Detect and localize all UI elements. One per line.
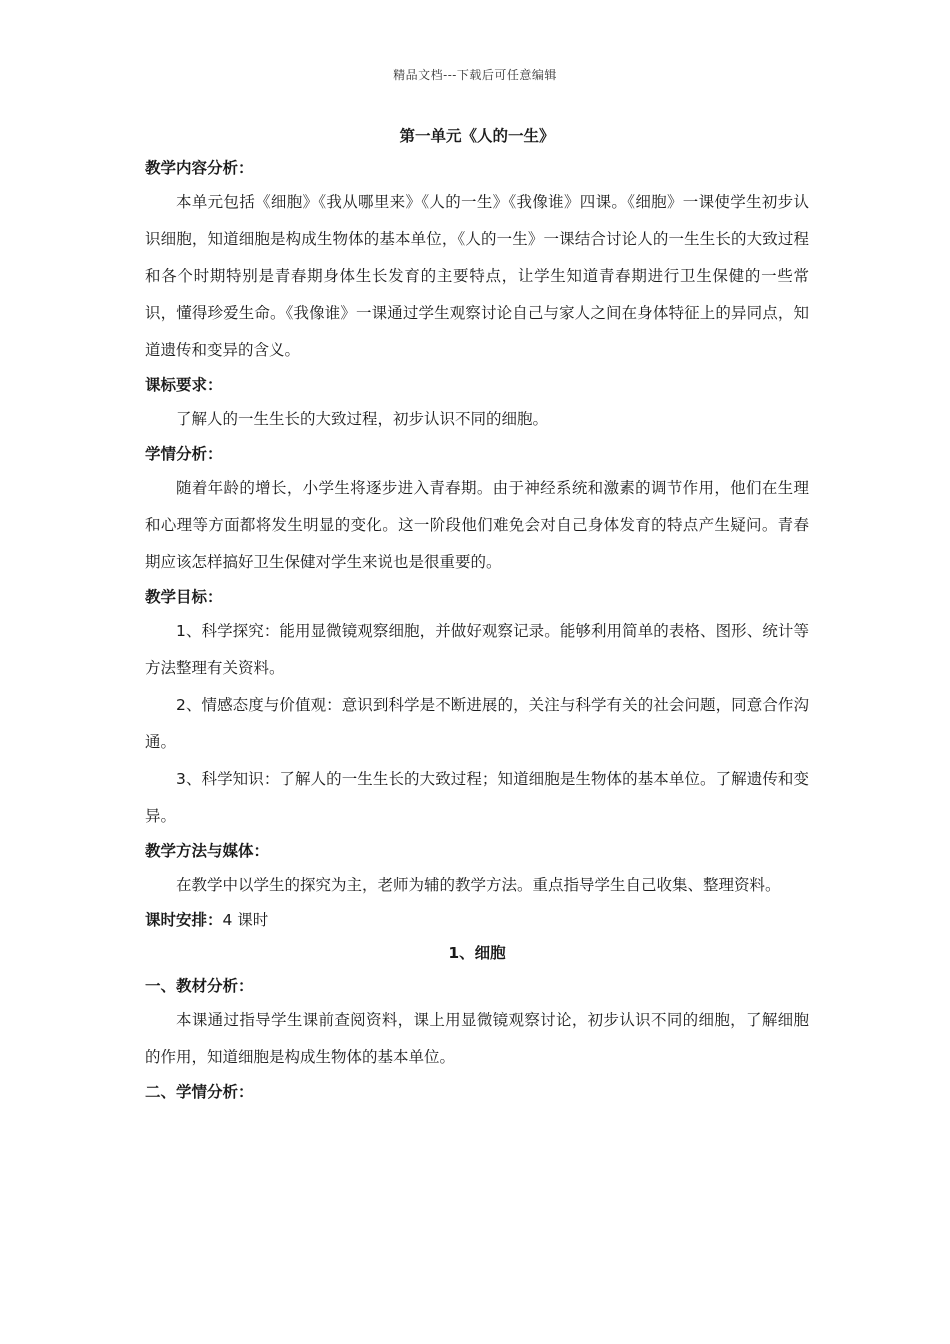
lesson-title: 1、细胞	[448, 944, 506, 962]
schedule-heading: 课时安排：	[145, 911, 223, 929]
curriculum-requirements-heading: 课标要求：	[145, 376, 223, 394]
material-analysis-text: 本课通过指导学生课前查阅资料，课上用显微镜观察讨论，初步认识不同的细胞，了解细胞的作用，知道细胞是构成生物体的基本单位。	[145, 1011, 809, 1066]
header-note: 精品文档---下载后可任意编辑	[393, 68, 557, 82]
lesson-student-analysis-heading: 二、学情分析：	[145, 1083, 254, 1101]
teaching-goals-heading: 教学目标：	[145, 588, 223, 606]
schedule-value: 4 课时	[222, 911, 269, 929]
student-analysis-text: 随着年龄的增长，小学生将逐步进入青春期。由于神经系统和激素的调节作用，他们在生理和心理等方面都将发生明显的变化。这一阶段他们难免会对自己身体发育的特点产生疑问。青春期应该怎样搞好卫生保健对学生来说也是很重要的。	[145, 479, 809, 571]
document-body	[145, 120, 809, 1108]
teaching-methods-heading: 教学方法与媒体：	[145, 842, 270, 860]
document-title: 第一单元《人的一生》	[399, 127, 555, 145]
student-analysis-heading: 学情分析：	[145, 445, 223, 463]
schedule-line	[145, 904, 809, 936]
material-analysis-heading: 一、教材分析：	[145, 977, 254, 995]
content-analysis-text: 本单元包括《细胞》《我从哪里来》《人的一生》《我像谁》四课。《细胞》一课使学生初步认识细胞，知道细胞是构成生物体的基本单位，《人的一生》一课结合讨论人的一生生长的大致过程和各个时期特别是青春期身体生长发育的主要特点，让学生知道青春期进行卫生保健的一些常识，懂得珍爱生命。《我像谁》一课通过学生观察讨论自己与家人之间在身体特征上的异同点，知道遗传和变异的含义。	[145, 193, 809, 359]
content-analysis-heading: 教学内容分析：	[145, 159, 254, 177]
goal-item: 2、情感态度与价值观：意识到科学是不断进展的，关注与科学有关的社会问题，同意合作沟通。	[145, 696, 809, 751]
curriculum-requirements-text: 了解人的一生生长的大致过程，初步认识不同的细胞。	[176, 410, 549, 428]
goal-item: 3、科学知识：了解人的一生生长的大致过程；知道细胞是生物体的基本单位。了解遗传和变异。	[145, 770, 809, 825]
goal-item: 1、科学探究：能用显微镜观察细胞，并做好观察记录。能够利用简单的表格、图形、统计等方法整理有关资料。	[145, 622, 809, 677]
teaching-methods-text: 在教学中以学生的探究为主，老师为辅的教学方法。重点指导学生自己收集、整理资料。	[176, 876, 781, 894]
